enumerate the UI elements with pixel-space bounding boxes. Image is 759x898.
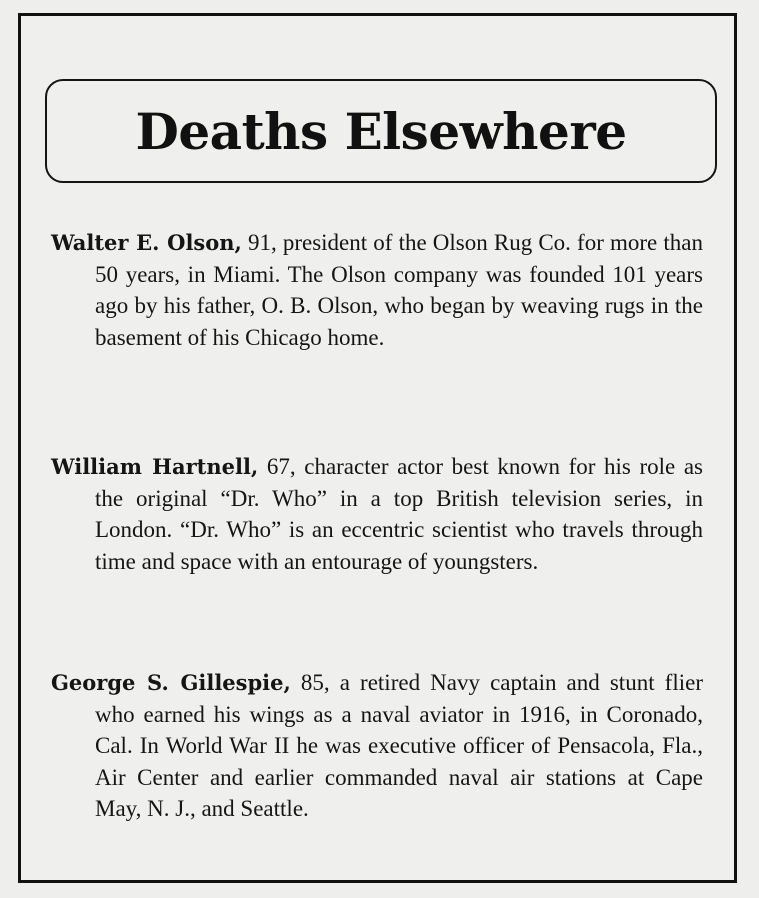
obituary-text: 91, president of the Olson Rug Co. for more than 50 years, in Miami. The Olson company was founded 101 years ago by his father, O. B. Olson, who began by weaving rugs in the basement of his Chicago home. bbox=[95, 230, 703, 350]
obituary-text: 85, a retired Navy captain and stunt flier who earned his wings as a naval aviator in 1916, in Coronado, Cal. In World War II he was executive officer of Pensacola, Fla., Air Center and earlier commanded naval air stations at Cape May, N. J., and Seattle. bbox=[95, 670, 703, 821]
obituary-text: 67, character actor best known for his role as the original “Dr. Who” in a top British television series, in London. “Dr. Who” is an eccentric scientist who travels through time and space with an entourage of youngsters. bbox=[95, 454, 704, 574]
obituary-entry bbox=[51, 667, 703, 825]
headline-box bbox=[45, 79, 717, 183]
article-box bbox=[18, 13, 737, 883]
obituary-entry bbox=[51, 451, 703, 577]
obituary-name: William Hartnell, bbox=[51, 454, 259, 479]
page-title: Deaths Elsewhere bbox=[135, 101, 627, 161]
obituary-name: Walter E. Olson, bbox=[51, 230, 242, 255]
obituary-name: George S. Gillespie, bbox=[51, 670, 291, 695]
obituary-entry bbox=[51, 227, 703, 353]
